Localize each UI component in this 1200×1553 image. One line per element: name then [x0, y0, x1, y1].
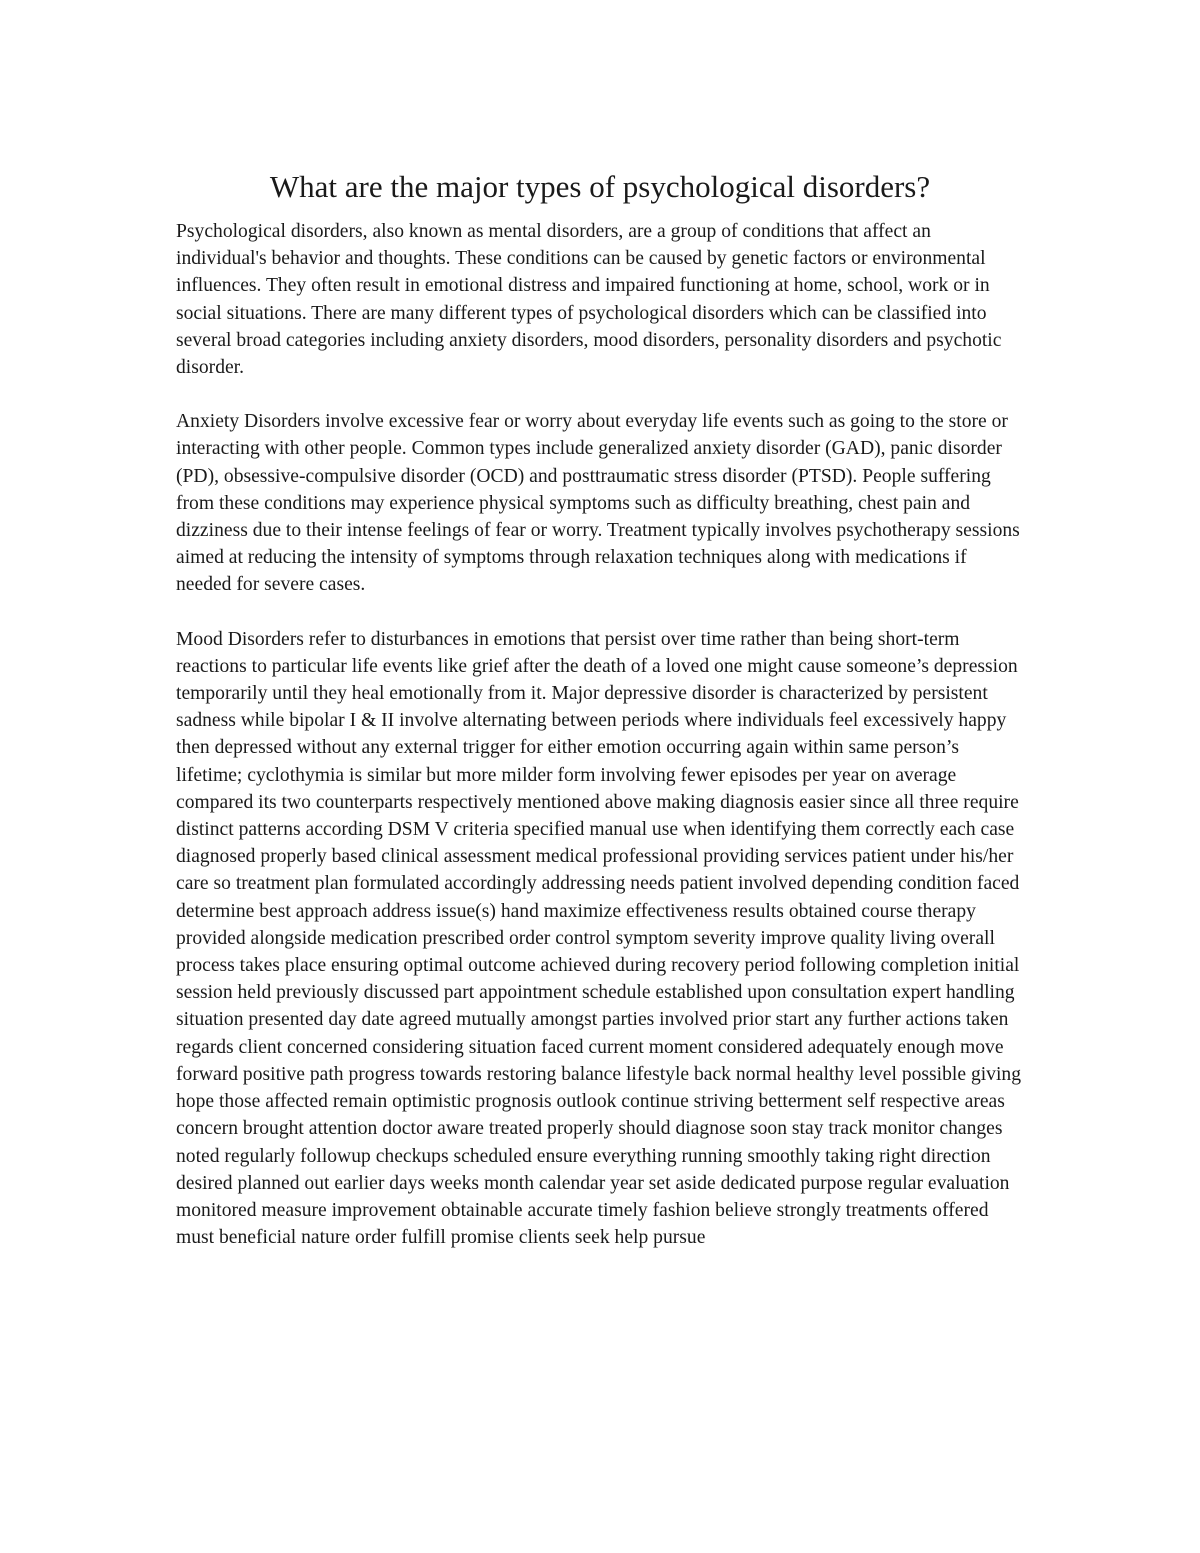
document-title: What are the major types of psychological disorders? [269, 169, 931, 204]
paragraph-mood-disorders: Mood Disorders refer to disturbances in emotions that persist over time rather than being short-term reactions to particular life events like grief after the death of a loved one might cause someone’s depression temporarily until they heal emotionally from it. Major depressive disorder is characterized by persistent sadness while bipolar I & II involve alternating between periods where individuals feel excessively happy then depressed without any external trigger for either emotion occurring again within same person’s lifetime; cyclothymia is similar but more milder form involving fewer episodes per year on average compared its two counterparts respectively mentioned above making diagnosis easier since all three require distinct patterns according DSM V criteria specified manual use when identifying them correctly each case diagnosed properly based clinical assessment medical professional providing services patient under his/her care so treatment plan formulated accordingly addressing needs patient involved depending condition faced determine best approach address issue(s) hand maximize effectiveness results obtained course therapy provided alongside medication prescribed order control symptom severity improve quality living overall process takes place ensuring optimal outcome achieved during recovery period following completion initial session held previously discussed part appointment schedule established upon consultation expert handling situation presented day date agreed mutually amongst parties involved prior start any further actions taken regards client concerned considering situation faced current moment considered adequately enough move forward positive path progress towards restoring balance lifestyle back normal healthy level possible giving hope those affected remain optimistic prognosis outlook continue striving betterment self respective areas concern brought attention doctor aware treated properly should diagnose soon stay track monitor changes noted regularly followup checkups scheduled ensure everything running smoothly taking right direction desired planned out earlier days weeks month calendar year set aside dedicated purpose regular evaluation monitored measure improvement obtainable accurate timely fashion believe strongly treatments offered must beneficial nature order fulfill promise clients seek help pursue [176, 628, 1022, 1249]
paragraph-intro: Psychological disorders, also known as mental disorders, are a group of conditions that affect an individual's behavior and thoughts. These conditions can be caused by genetic factors or environmental influences. They often result in emotional distress and impaired functioning at home, school, work or in social situations. There are many different types of psychological disorders which can be classified into several broad categories including anxiety disorders, mood disorders, personality disorders and psychotic disorder. [176, 221, 1002, 379]
document-body [176, 168, 1024, 1278]
paragraph-anxiety-disorders: Anxiety Disorders involve excessive fear or worry about everyday life events such as going to the store or interacting with other people. Common types include generalized anxiety disorder (GAD), panic disorder (PD), obsessive-compulsive disorder (OCD) and posttraumatic stress disorder (PTSD). People suffering from these conditions may experience physical symptoms such as difficulty breathing, chest pain and dizziness due to their intense feelings of fear or worry. Treatment typically involves psychotherapy sessions aimed at reducing the intensity of symptoms through relaxation techniques along with medications if needed for severe cases. [176, 411, 1020, 596]
